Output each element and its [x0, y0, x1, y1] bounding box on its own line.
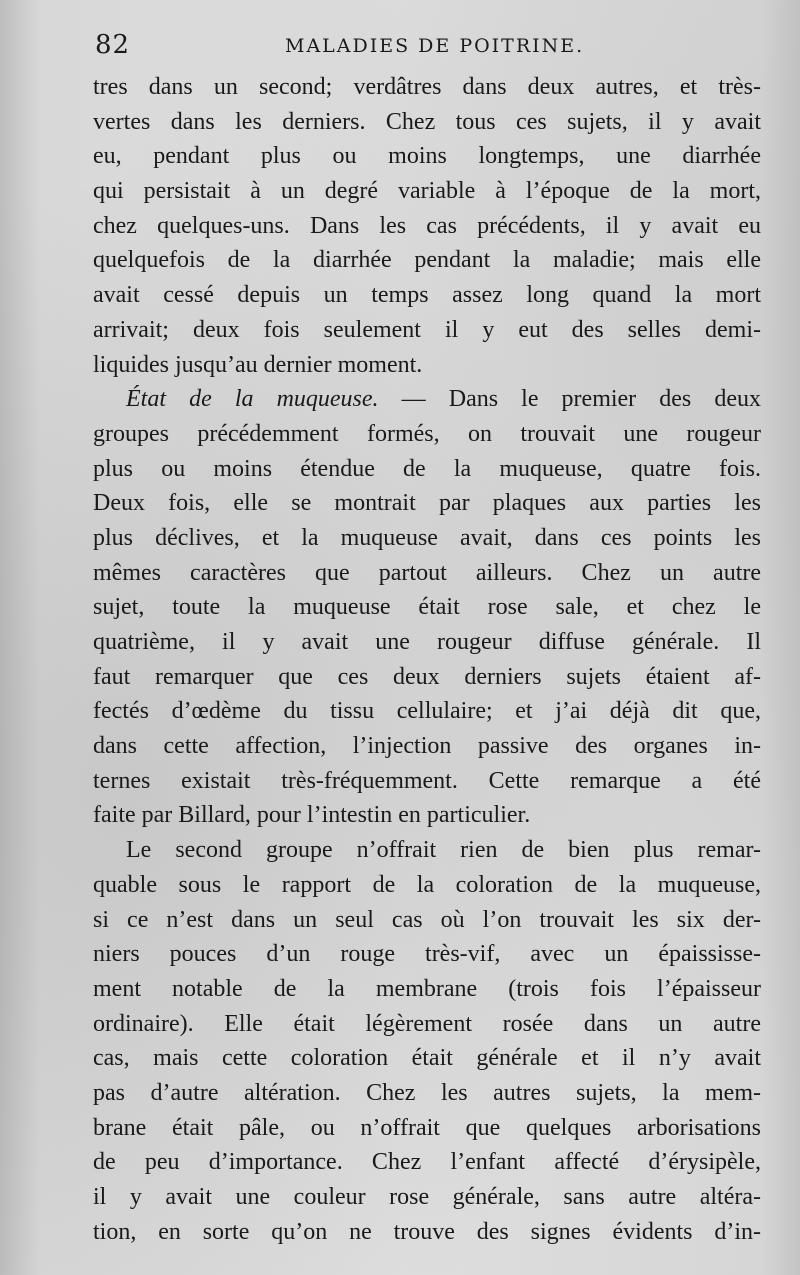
page-number: 82 — [95, 30, 131, 60]
text-line: quatrième, il y avait une rougeur diffuse générale. Il — [93, 629, 761, 655]
text-line: arrivait; deux fois seulement il y eut des selles demi- — [93, 316, 761, 343]
text-line: sujet, toute la muqueuse était rose sale, et chez le — [93, 594, 761, 621]
text-line: plus déclives, et la muqueuse avait, dans ces points les — [93, 524, 761, 551]
text-line: qui persistait à un degré variable à l’époque de la mort, — [93, 178, 761, 205]
text-line: vertes dans les derniers. Chez tous ces sujets, il y avait — [93, 108, 761, 135]
text-line: tres dans un second; verdâtres dans deux autres, et très- — [93, 74, 761, 100]
text-line: il y avait une couleur rose générale, sans autre altéra- — [93, 1184, 761, 1210]
text-line: Deux fois, elle se montrait par plaques aux parties les — [93, 490, 761, 517]
text-line: brane était pâle, ou n’offrait que quelques arborisations — [93, 1114, 761, 1141]
text-line: si ce n’est dans un seul cas où l’on trouvait les six der- — [93, 906, 761, 933]
text-line: tion, en sorte qu’on ne trouve des signes évidents d’in- — [93, 1218, 761, 1245]
text-line: ternes existait très-fréquemment. Cette remarque a été — [93, 767, 761, 794]
text-fragment: — Dans le premier des deux — [378, 386, 761, 413]
text-line: cas, mais cette coloration était générale et il n’y avait — [93, 1045, 761, 1072]
text-line: quelquefois de la diarrhée pendant la maladie; mais elle — [93, 247, 761, 274]
text-line: groupes précédemment formés, on trouvait une rougeur — [93, 420, 761, 447]
text-line: plus ou moins étendue de la muqueuse, quatre fois. — [93, 455, 761, 482]
body-text — [93, 70, 761, 1249]
text-line: faut remarquer que ces deux derniers sujets étaient af- — [93, 663, 761, 690]
text-line: liquides jusqu’au dernier moment. — [93, 351, 423, 378]
text-line: de peu d’importance. Chez l’enfant affecté d’érysipèle, — [93, 1149, 761, 1176]
text-line: ordinaire). Elle était légèrement rosée dans un autre — [93, 1010, 761, 1037]
text-line: quable sous le rapport de la coloration de la muqueuse, — [93, 871, 761, 898]
text-line: avait cessé depuis un temps assez long quand la mort — [93, 282, 761, 309]
text-line: mêmes caractères que partout ailleurs. Chez un autre — [93, 559, 761, 586]
section-heading: État de la muqueuse. — [126, 386, 379, 413]
text-line: fectés d’œdème du tissu cellulaire; et j’ai déjà dit que, — [93, 698, 761, 725]
paragraph-start-line — [93, 382, 761, 417]
running-head — [95, 30, 695, 64]
text-line: faite par Billard, pour l’intestin en particulier. — [93, 802, 531, 829]
text-line: chez quelques-uns. Dans les cas précédents, il y avait eu — [93, 212, 761, 239]
text-line: niers pouces d’un rouge très-vif, avec un épaississe- — [93, 941, 761, 968]
running-title: MALADIES DE POITRINE. — [285, 35, 585, 57]
text-line: pas d’autre altération. Chez les autres sujets, la mem- — [93, 1079, 761, 1106]
text-line: dans cette affection, l’injection passive des organes in- — [93, 733, 761, 760]
text-line: ment notable de la membrane (trois fois l’épaisseur — [93, 975, 761, 1002]
paragraph-start-line: Le second groupe n’offrait rien de bien plus remar- — [126, 837, 761, 864]
text-line: eu, pendant plus ou moins longtemps, une diarrhée — [93, 143, 761, 170]
